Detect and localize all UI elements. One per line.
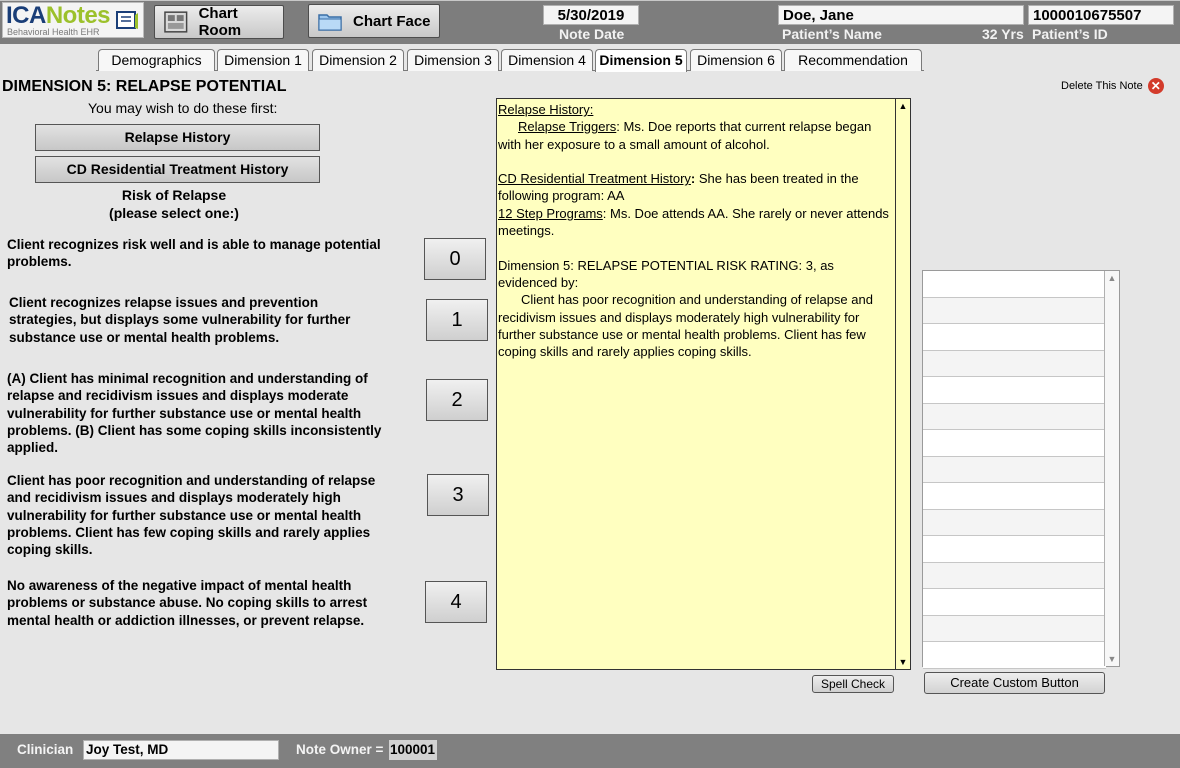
rating-1-button[interactable]: 1 <box>426 299 488 341</box>
scroll-down-icon[interactable]: ▼ <box>1107 654 1117 664</box>
section-title: DIMENSION 5: RELAPSE POTENTIAL <box>2 78 287 95</box>
patient-id-label: Patient’s ID <box>1032 26 1108 42</box>
risk-title-instruction: (please select one:) <box>109 205 239 221</box>
logo-subtitle: Behavioral Health EHR <box>7 27 100 37</box>
rating-4-button[interactable]: 4 <box>425 581 487 623</box>
risk-title-line: Risk of Relapse <box>121 187 227 203</box>
chart-face-icon <box>317 9 343 33</box>
patient-age: 32 Yrs <box>982 26 1024 42</box>
note-cd-history: CD Residential Treatment History: She has been treated in the following program: AA <box>498 171 859 204</box>
scroll-up-icon[interactable]: ▲ <box>898 101 908 111</box>
note-owner-label: Note Owner = <box>296 742 384 757</box>
clinician-field[interactable]: Joy Test, MD <box>83 740 279 760</box>
option-2-text: (A) Client has minimal recognition and understanding of relapse and recidivism issues and displays moderate vulnerability for further substance use or mental health problems. (B) Client has some coping skills inconsistently applied. <box>7 371 382 456</box>
chart-face-label: Chart Face <box>353 12 431 30</box>
note-relapse-triggers: Relapse Triggers: Ms. Doe reports that current relapse began with her exposure to a small amount of alcohol. <box>498 119 872 152</box>
tab-dimension-4[interactable]: Dimension 4 <box>501 49 593 71</box>
option-4-text: No awareness of the negative impact of mental health problems or substance abuse. No coping skills to arrest mental health or addiction illnesses, or prevent relapse. <box>7 578 368 628</box>
patient-name-field: Doe, Jane <box>778 5 1024 25</box>
list-item[interactable] <box>923 536 1106 563</box>
rating-3-button[interactable]: 3 <box>427 474 489 516</box>
option-0-text: Client recognizes risk well and is able to manage potential problems. <box>7 237 381 270</box>
tab-dimension-6[interactable]: Dimension 6 <box>690 49 782 71</box>
clinician-label: Clinician <box>17 742 74 757</box>
option-1-text: Client recognizes relapse issues and prevention strategies, but displays some vulnerability for further substance use or mental health problems. <box>9 295 351 345</box>
tab-dimension-3[interactable]: Dimension 3 <box>407 49 499 71</box>
list-item[interactable] <box>923 483 1106 510</box>
list-item[interactable] <box>923 563 1106 590</box>
list-item[interactable] <box>923 430 1106 457</box>
delete-note-button[interactable] <box>1061 78 1164 94</box>
option-3-text: Client has poor recognition and understanding of relapse and recidivism issues and displays moderately high vulnerability for further substance use or mental health problems. Client has few coping skills and rarely applies coping skills. <box>7 473 376 558</box>
create-custom-button[interactable]: Create Custom Button <box>924 672 1105 694</box>
chart-face-button[interactable] <box>308 4 440 38</box>
note-owner-value: 100001 <box>389 740 437 760</box>
delete-icon: ✕ <box>1148 78 1164 94</box>
tab-demographics[interactable]: Demographics <box>98 49 215 71</box>
tab-recommendation[interactable]: Recommendation <box>784 49 922 71</box>
rating-0-button[interactable]: 0 <box>424 238 486 280</box>
list-item[interactable] <box>923 324 1106 351</box>
note-content <box>497 101 896 360</box>
risk-of-relapse-heading <box>100 186 248 222</box>
patient-name-label: Patient’s Name <box>782 26 882 42</box>
note-date-label: Note Date <box>559 26 625 42</box>
note-rating-line: Dimension 5: RELAPSE POTENTIAL RISK RATING: 3, as evidenced by: <box>498 257 834 290</box>
list-item[interactable] <box>923 351 1106 378</box>
cd-residential-history-button[interactable]: CD Residential Treatment History <box>35 156 320 183</box>
tab-dimension-1[interactable]: Dimension 1 <box>217 49 309 71</box>
delete-note-label: Delete This Note <box>1061 80 1143 92</box>
list-item[interactable] <box>923 642 1106 669</box>
custom-button-list[interactable] <box>922 270 1120 667</box>
list-item[interactable] <box>923 271 1106 298</box>
chart-room-button[interactable] <box>154 5 284 39</box>
app-logo <box>2 2 144 38</box>
list-item[interactable] <box>923 298 1106 325</box>
custom-list-scrollbar[interactable] <box>1104 271 1119 666</box>
rating-2-button[interactable]: 2 <box>426 379 488 421</box>
prerequisite-hint: You may wish to do these first: <box>88 100 278 116</box>
scroll-down-icon[interactable]: ▼ <box>898 657 908 667</box>
list-item[interactable] <box>923 510 1106 537</box>
logo-book-icon <box>114 7 140 33</box>
logo-text: ICANotes <box>6 2 111 29</box>
patient-id-field: 1000010675507 <box>1028 5 1174 25</box>
list-item[interactable] <box>923 457 1106 484</box>
scroll-up-icon[interactable]: ▲ <box>1107 273 1117 283</box>
chart-room-label: Chart Room <box>198 5 242 39</box>
note-scrollbar[interactable] <box>895 99 910 669</box>
note-text-area[interactable] <box>496 98 911 670</box>
list-item[interactable] <box>923 589 1106 616</box>
list-item[interactable] <box>923 616 1106 643</box>
tab-dimension-5[interactable]: Dimension 5 <box>595 49 687 72</box>
note-date-field[interactable]: 5/30/2019 <box>543 5 639 25</box>
list-item[interactable] <box>923 404 1106 431</box>
note-relapse-history-heading: Relapse History: <box>498 102 594 117</box>
spell-check-button[interactable]: Spell Check <box>812 675 894 693</box>
relapse-history-button[interactable]: Relapse History <box>35 124 320 151</box>
chart-room-icon <box>163 10 189 34</box>
list-item[interactable] <box>923 377 1106 404</box>
note-12-step: 12 Step Programs: Ms. Doe attends AA. She rarely or never attends meetings. <box>498 205 889 239</box>
tab-dimension-2[interactable]: Dimension 2 <box>312 49 404 71</box>
note-rating-text: Client has poor recognition and understanding of relapse and recidivism issues and displays moderately high vulnerability for further substance use or mental health problems. Client has few coping skills and rarely applies coping skills. <box>498 292 873 360</box>
